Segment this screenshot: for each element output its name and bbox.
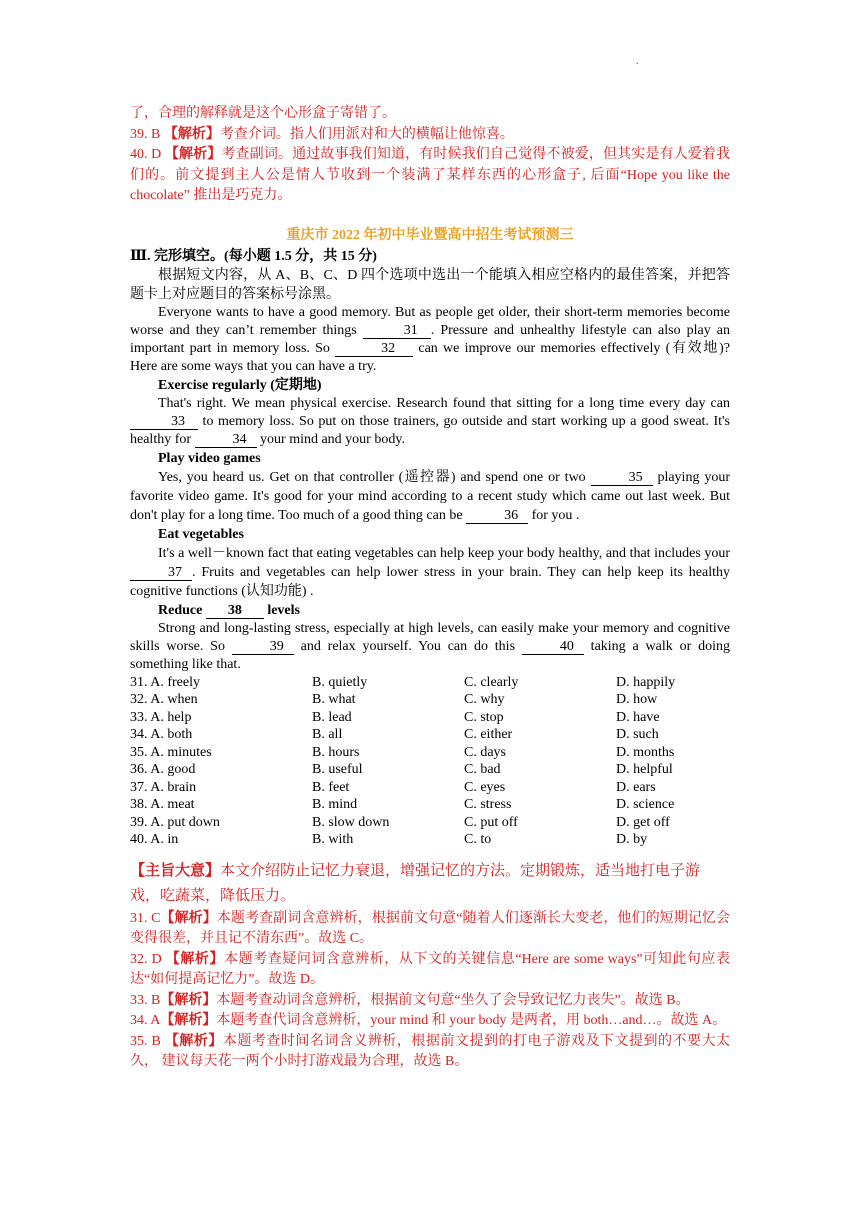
answer-number: 32. D <box>130 951 166 967</box>
answer-text: 考查介词。指人们用派对和大的横幅让他惊喜。 <box>219 126 514 142</box>
blank-34: 34 <box>195 432 257 448</box>
answer-explanation <box>130 1011 730 1032</box>
option-cell: D. months <box>616 744 675 760</box>
answer-40 <box>130 145 730 207</box>
option-cell: B. all <box>312 727 343 742</box>
subheading-exercise: Exercise regularly (定期地) <box>158 377 322 393</box>
answer-explanation <box>130 909 730 950</box>
passage-text: can we improve our memories effectively (有效地)? Here are some ways that you can have a try. <box>130 340 730 374</box>
blank-32: 32 <box>335 341 413 357</box>
passage-text: Strong and long-lasting stress, especially at high levels, can easily make your memory and cognitive skills worse. So <box>130 620 730 654</box>
option-cell: C. put off <box>464 814 518 830</box>
option-row <box>130 744 730 762</box>
answer-number: 40. D <box>130 147 162 162</box>
option-cell: D. such <box>616 727 659 742</box>
answer-text: 本题考查副词含意辨析，根据前文句意“随着人们逐渐长大变老，他们的短期记忆会变得很差，并且记不清东西”。故选 C。 <box>130 910 731 946</box>
subheading-text: levels <box>263 602 300 618</box>
option-cell: C. days <box>464 744 506 760</box>
option-cell: B. useful <box>312 762 363 777</box>
option-row <box>130 831 730 849</box>
blank-37: 37 <box>130 565 192 581</box>
answer-number: 39. B <box>130 126 161 142</box>
document-page <box>130 0 730 1073</box>
answer-text: 本题考查时间名词含义辨析，根据前文提到的打电子游戏及下文提到的不要大太久， 建议每天花一两个小时打游戏最为合理，故选 B。 <box>130 1033 731 1069</box>
option-cell: B. lead <box>312 709 352 725</box>
option-cell: 32. A. when <box>130 692 198 707</box>
blank-38: 38 <box>206 603 264 619</box>
passage-paragraph-1 <box>130 304 730 376</box>
summary <box>130 859 730 909</box>
passage-text: That's right. We mean physical exercise. Research found that sitting for a long time every day can <box>158 395 730 411</box>
analysis-tag: 【解析】 <box>164 1033 223 1049</box>
option-cell: D. have <box>616 709 660 725</box>
passage-text: Yes, you heard us. Get on that controller (遥控器) and spend one or two <box>158 469 591 485</box>
analysis-tag: 【解析】 <box>164 147 222 162</box>
subheading-games: Play video games <box>158 450 261 466</box>
instruction: 根据短文内容，从 A、B、C、D 四个选项中选出一个能填入相应空格内的最佳答案，并把答题卡上对应题目的答案标号涂黑。 <box>130 267 730 302</box>
answers-list <box>130 909 730 1073</box>
answer-number: 31. C <box>130 910 161 926</box>
analysis-tag: 【解析】 <box>163 126 220 142</box>
analysis-tag: 【解析】 <box>160 1013 217 1028</box>
option-cell: B. with <box>312 832 354 847</box>
subheading-reduce <box>130 601 730 620</box>
option-cell: 39. A. put down <box>130 814 220 830</box>
passage-paragraph-5 <box>130 620 730 674</box>
option-cell: D. by <box>616 832 648 847</box>
prev-explanation-line: 了，合理的解释就是这个心形盒子寄错了。 <box>130 106 396 121</box>
passage-text: taking a walk or doing something like that. <box>130 638 730 672</box>
answer-text: 本题考查代词含意辨析，your mind 和 your body 是两者，用 both…and…。故选 A。 <box>216 1013 727 1028</box>
option-cell: D. helpful <box>616 762 673 777</box>
exam-title: 重庆市 2022 年初中毕业暨高中招生考试预测三 <box>286 227 574 243</box>
answer-39 <box>130 125 730 146</box>
passage-text: playing your favorite video game. It's good for your mind according to a recent study which came out last week. But don't play for a long time. Too much of a good thing can be <box>130 469 730 523</box>
passage-text: for you . <box>528 507 580 523</box>
blank-35: 35 <box>591 470 653 486</box>
option-cell: C. stress <box>464 797 512 812</box>
passage-text: It's a well－known fact that eating vegetables can help keep your body healthy, and that includes your <box>158 545 730 561</box>
option-row <box>130 796 730 814</box>
analysis-tag: 【解析】 <box>160 992 217 1008</box>
option-row <box>130 761 730 779</box>
option-cell: 34. A. both <box>130 727 193 742</box>
option-cell: D. science <box>616 797 675 812</box>
option-cell: D. get off <box>616 814 670 830</box>
summary-text: 本文介绍防止记忆力衰退，增强记忆的方法。定期锻炼，适当地打电子游戏，吃蔬菜，降低压力。 <box>130 862 701 904</box>
answer-explanation <box>130 991 730 1012</box>
option-cell: D. happily <box>616 674 676 690</box>
passage-text: Everyone wants to have a good memory. But as people get older, their short-term memories become worse and they can’t remember things <box>130 304 730 338</box>
option-cell: 33. A. help <box>130 709 192 725</box>
option-cell: C. clearly <box>464 674 519 690</box>
answer-text: 考查副词。通过故事我们知道，有时候我们自己觉得不被爱，但其实是有人爱着我们的。前文提到主人公是情人节收到一个装满了某样东西的心形盒子, 后面“Hope you like the chocolate” 推出是巧克力。 <box>130 147 731 203</box>
option-row <box>130 814 730 832</box>
option-cell: 35. A. minutes <box>130 744 212 760</box>
answer-text: 本题考查疑问词含意辨析，从下文的关键信息“Here are some ways”可知此句应表达“如何提高记忆力”。故选 D。 <box>130 951 731 987</box>
option-cell: 36. A. good <box>130 762 196 777</box>
passage-text: your mind and your body. <box>256 431 405 447</box>
option-cell: D. how <box>616 692 658 707</box>
subheading-text: Reduce <box>158 602 206 618</box>
blank-40: 40 <box>522 639 584 655</box>
passage-paragraph-2 <box>130 395 730 449</box>
header-dot: . <box>636 56 639 67</box>
answer-number: 34. A <box>130 1013 161 1028</box>
option-cell: B. slow down <box>312 814 390 830</box>
section-heading: Ⅲ. 完形填空。(每小题 1.5 分，共 15 分) <box>130 248 377 264</box>
option-cell: 38. A. meat <box>130 797 195 812</box>
option-cell: D. ears <box>616 779 656 795</box>
answer-explanation <box>130 950 730 991</box>
option-cell: 40. A. in <box>130 832 179 847</box>
option-row <box>130 709 730 727</box>
passage-paragraph-3 <box>130 468 730 525</box>
blank-39: 39 <box>232 639 294 655</box>
options-table <box>130 674 730 849</box>
option-cell: B. mind <box>312 797 358 812</box>
option-cell: C. to <box>464 832 492 847</box>
summary-tag: 【主旨大意】 <box>130 862 221 879</box>
answer-number: 33. B <box>130 992 161 1008</box>
option-cell: 37. A. brain <box>130 779 197 795</box>
option-cell: B. what <box>312 692 356 707</box>
option-cell: C. why <box>464 692 505 707</box>
blank-31: 31 <box>363 323 431 339</box>
subheading-vegetables: Eat vegetables <box>158 526 244 542</box>
option-row <box>130 674 730 692</box>
passage-paragraph-4 <box>130 544 730 601</box>
analysis-tag: 【解析】 <box>160 910 217 926</box>
option-row <box>130 779 730 797</box>
passage-text: and relax yourself. You can do this <box>293 638 522 654</box>
option-row <box>130 691 730 709</box>
blank-36: 36 <box>466 508 528 524</box>
passage-text: . Pressure and unhealthy lifestyle can also play an important part in memory loss. So <box>130 322 731 356</box>
answer-number: 35. B <box>130 1033 165 1049</box>
option-cell: B. hours <box>312 744 360 760</box>
analysis-tag: 【解析】 <box>165 951 225 967</box>
option-cell: 31. A. freely <box>130 674 200 690</box>
option-cell: C. either <box>464 727 513 742</box>
option-cell: C. bad <box>464 762 501 777</box>
option-cell: C. stop <box>464 709 504 725</box>
passage-text: . Fruits and vegetables can help lower stress in your brain. They can help keep its healthy cognitive functions (认知功能) . <box>130 564 730 599</box>
blank-33: 33 <box>130 414 198 430</box>
option-row <box>130 726 730 744</box>
answer-text: 本题考查动词含意辨析，根据前文句意“坐久了会导致记忆力丧失”。故选 B。 <box>216 992 690 1008</box>
answer-explanation <box>130 1032 730 1073</box>
option-cell: C. eyes <box>464 779 506 795</box>
passage-text: to memory loss. So put on those trainers, go outside and start working up a good sweat. It's healthy for <box>130 413 730 447</box>
option-cell: B. quietly <box>312 674 368 690</box>
option-cell: B. feet <box>312 779 350 795</box>
